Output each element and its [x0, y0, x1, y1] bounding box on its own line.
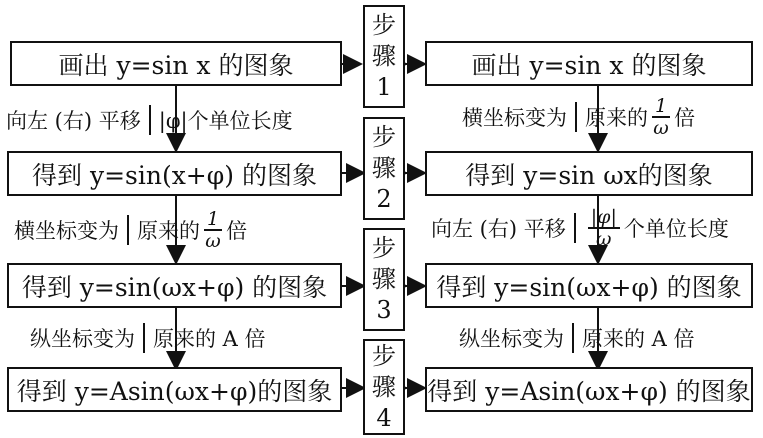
step-2	[363, 117, 405, 220]
step-4-char1: 步	[372, 341, 396, 370]
left-transition-2-prefix: 原来的	[137, 219, 200, 243]
right-transition-2-suffix: 个单位长度	[623, 217, 729, 241]
right-transition-2-action: 向左 (右) 平移	[431, 217, 566, 241]
left-transition-3-action: 纵坐标变为	[30, 327, 135, 351]
left-transition-3-amount: 原来的 A 倍	[153, 327, 266, 351]
left-transition-3	[30, 321, 266, 355]
fraction-numerator: |φ|	[588, 207, 620, 229]
step-1	[363, 5, 405, 108]
right-transition-1	[462, 95, 695, 139]
right-box-2: 得到 y=sin ωx的图象	[425, 151, 753, 196]
arrow-divider	[575, 102, 577, 132]
fraction-denominator: ω	[653, 117, 669, 139]
step-2-char1: 步	[372, 123, 396, 151]
arrow-divider	[572, 323, 574, 353]
fraction-phi-over-omega	[588, 207, 620, 249]
left-transition-1	[6, 103, 293, 137]
left-transition-2-suffix: 倍	[226, 219, 248, 243]
arrow-divider	[127, 215, 129, 245]
arrow-divider	[149, 105, 151, 135]
left-transition-1-action: 向左 (右) 平移	[6, 109, 141, 133]
step-4-char2: 骤	[372, 372, 396, 401]
right-transition-2	[431, 206, 729, 250]
arrow-divider	[574, 213, 576, 243]
step-2-char2: 骤	[372, 154, 396, 182]
left-box-2: 得到 y=sin(x+φ) 的图象	[7, 151, 342, 196]
step-4-number: 4	[376, 403, 392, 432]
step-3-char1: 步	[372, 234, 396, 262]
right-box-3: 得到 y=sin(ωx+φ) 的图象	[425, 263, 753, 308]
left-transition-1-amount: |φ|个单位长度	[158, 109, 293, 133]
left-box-4: 得到 y=Asin(ωx+φ)的图象	[7, 367, 342, 412]
step-2-number: 2	[376, 185, 392, 213]
step-3-number: 3	[376, 296, 392, 324]
right-box-1: 画出 y=sin x 的图象	[425, 41, 753, 86]
fraction-1-over-omega	[652, 96, 670, 138]
right-transition-3	[459, 321, 695, 355]
right-transition-3-amount: 原来的 A 倍	[582, 327, 695, 351]
right-transition-1-prefix: 原来的	[585, 106, 648, 130]
step-4	[363, 339, 405, 435]
step-1-char2: 骤	[372, 42, 396, 70]
left-box-1: 画出 y=sin x 的图象	[10, 41, 342, 86]
fraction-numerator: 1	[204, 209, 222, 231]
arrow-divider	[143, 323, 145, 353]
right-box-4: 得到 y=Asin(ωx+φ) 的图象	[425, 367, 753, 412]
fraction-denominator: ω	[205, 230, 221, 252]
right-transition-1-suffix: 倍	[674, 106, 696, 130]
fraction-1-over-omega	[204, 209, 222, 251]
fraction-denominator: ω	[596, 228, 612, 250]
step-3-char2: 骤	[372, 265, 396, 293]
right-transition-1-action: 横坐标变为	[462, 106, 567, 130]
left-transition-2-action: 横坐标变为	[14, 219, 119, 243]
step-3	[363, 228, 405, 331]
fraction-numerator: 1	[652, 96, 670, 118]
step-1-char1: 步	[372, 11, 396, 39]
left-box-3: 得到 y=sin(ωx+φ) 的图象	[7, 263, 342, 308]
right-transition-3-action: 纵坐标变为	[459, 327, 564, 351]
left-transition-2	[14, 208, 247, 252]
step-1-number: 1	[376, 73, 392, 101]
